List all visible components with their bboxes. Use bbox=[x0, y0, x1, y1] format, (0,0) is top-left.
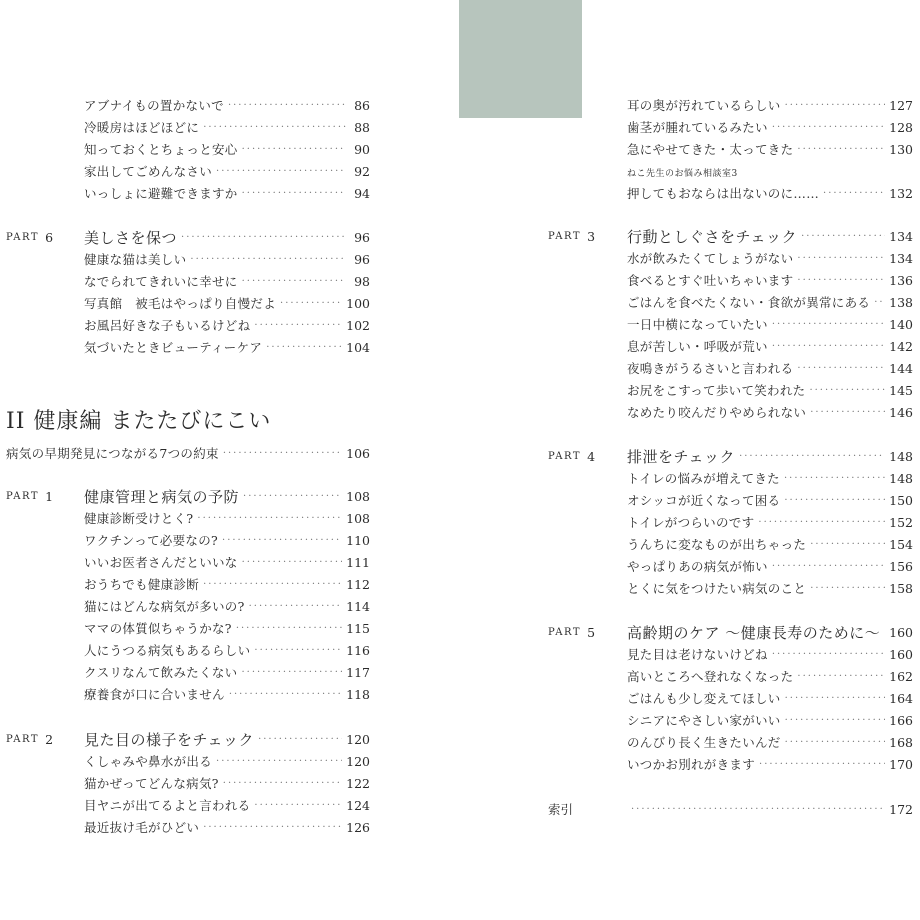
page-number: 96 bbox=[354, 251, 370, 267]
dot-leader bbox=[243, 491, 342, 502]
toc-entry[interactable] bbox=[84, 249, 370, 269]
toc-entry[interactable] bbox=[84, 751, 370, 771]
page-number: 122 bbox=[346, 775, 370, 791]
dot-leader bbox=[242, 276, 346, 287]
toc-entry[interactable] bbox=[627, 644, 913, 664]
part-label bbox=[548, 622, 595, 642]
entry-title: 気づいたときビューティーケア bbox=[84, 340, 263, 355]
dot-leader bbox=[823, 188, 885, 199]
toc-entry[interactable] bbox=[84, 508, 370, 528]
toc-entry[interactable] bbox=[627, 534, 913, 554]
page-number: 111 bbox=[346, 554, 370, 570]
dot-leader bbox=[242, 188, 346, 199]
page-number: 86 bbox=[354, 97, 370, 113]
dot-leader bbox=[810, 539, 885, 550]
index-entry[interactable] bbox=[627, 799, 913, 819]
section-title: II 健康編 またたびにこい bbox=[6, 409, 272, 434]
color-tab bbox=[459, 0, 582, 118]
entry-title: 最近抜け毛がひどい bbox=[84, 820, 200, 835]
dot-leader bbox=[242, 144, 346, 155]
dot-leader bbox=[216, 756, 342, 767]
entry-title: 排泄をチェック bbox=[627, 447, 736, 466]
page-number: 148 bbox=[889, 470, 913, 486]
dot-leader bbox=[222, 535, 342, 546]
part-word: PART bbox=[6, 733, 40, 745]
toc-entry[interactable] bbox=[627, 512, 913, 532]
toc-entry[interactable] bbox=[627, 270, 913, 290]
part-label bbox=[548, 226, 595, 246]
entry-title: 耳の奥が汚れているらしい bbox=[627, 98, 781, 113]
toc-entry[interactable] bbox=[84, 293, 370, 313]
dot-leader bbox=[785, 100, 886, 111]
dot-leader bbox=[797, 144, 885, 155]
entry-title: クスリなんて飲みたくない bbox=[84, 665, 238, 680]
dot-leader bbox=[190, 254, 346, 265]
index-label: 索引 bbox=[548, 802, 574, 817]
page-number: 134 bbox=[889, 250, 913, 266]
part-label bbox=[6, 227, 53, 247]
dot-leader bbox=[241, 667, 342, 678]
toc-entry[interactable] bbox=[84, 271, 370, 291]
dot-leader bbox=[254, 320, 342, 331]
entry-title: 健康診断受けとく? bbox=[84, 511, 194, 526]
entry-title: トイレがつらいのです bbox=[627, 515, 755, 530]
entry-title: おうちでも健康診断 bbox=[84, 577, 200, 592]
dot-leader bbox=[181, 232, 346, 243]
page-number: 108 bbox=[346, 510, 370, 526]
entry-title: 息が苦しい・呼吸が荒い bbox=[627, 339, 768, 354]
toc-entry[interactable] bbox=[627, 248, 913, 268]
toc-entry[interactable] bbox=[627, 556, 913, 576]
toc-entry[interactable] bbox=[84, 640, 370, 660]
part-number: 1 bbox=[45, 488, 54, 504]
toc-entry[interactable] bbox=[84, 337, 370, 357]
entry-title: くしゃみや鼻水が出る bbox=[84, 754, 213, 769]
dot-leader bbox=[785, 737, 886, 748]
dot-leader bbox=[249, 601, 343, 612]
dot-leader bbox=[772, 649, 885, 660]
page-number: 150 bbox=[889, 492, 913, 508]
toc-entry[interactable] bbox=[84, 315, 370, 335]
page-number: 130 bbox=[889, 141, 913, 157]
toc-entry[interactable] bbox=[84, 662, 370, 682]
consult-label: ねこ先生のお悩み相談室3 bbox=[627, 169, 738, 179]
page-number: 116 bbox=[346, 642, 370, 658]
part-number: 6 bbox=[45, 229, 54, 245]
part-word: PART bbox=[548, 626, 582, 638]
entry-title: 冷暖房はほどほどに bbox=[84, 120, 200, 135]
entry-title: 見た目は老けないけどね bbox=[627, 647, 768, 662]
page-number: 98 bbox=[354, 273, 370, 289]
entry-title: トイレの悩みが増えてきた bbox=[627, 471, 780, 486]
page-number: 145 bbox=[889, 382, 913, 398]
toc-entry[interactable] bbox=[627, 358, 913, 378]
page-number: 124 bbox=[346, 797, 370, 813]
toc-entry[interactable] bbox=[84, 574, 370, 594]
entry-title: いつかお別れがきます bbox=[627, 757, 756, 772]
entry-title: シニアにやさしい家がいい bbox=[627, 713, 781, 728]
page-number: 128 bbox=[889, 119, 913, 135]
dot-leader bbox=[809, 385, 885, 396]
dot-leader bbox=[229, 689, 342, 700]
page-number: 126 bbox=[346, 819, 370, 835]
page-number: 172 bbox=[889, 801, 913, 817]
entry-title: 健康な猫は美しい bbox=[84, 252, 187, 267]
dot-leader bbox=[884, 627, 885, 638]
toc-entry[interactable] bbox=[627, 139, 913, 159]
dot-leader bbox=[631, 804, 885, 815]
toc-entry[interactable] bbox=[84, 817, 370, 837]
entry-title: なめたり咬んだりやめられない bbox=[627, 405, 807, 420]
dot-leader bbox=[772, 319, 885, 330]
page-number: 160 bbox=[889, 646, 913, 662]
entry-title: 歯茎が腫れているみたい bbox=[627, 120, 768, 135]
dot-leader bbox=[242, 557, 343, 568]
toc-entry[interactable] bbox=[627, 292, 913, 312]
entry-title: 家出してごめんなさい bbox=[84, 164, 213, 179]
toc-entry[interactable] bbox=[627, 754, 913, 774]
entry-title: 美しさを保つ bbox=[84, 228, 178, 247]
page-number: 108 bbox=[346, 488, 370, 504]
part-word: PART bbox=[6, 231, 40, 243]
entry-title: お風呂好きな子もいるけどね bbox=[84, 318, 251, 333]
page-number: 114 bbox=[346, 598, 370, 614]
dot-leader bbox=[772, 341, 885, 352]
entry-title: 水が飲みたくてしょうがない bbox=[627, 251, 794, 266]
entry-title: ごはんを食べたくない・食欲が異常にある bbox=[627, 295, 871, 310]
toc-entry[interactable] bbox=[627, 468, 913, 488]
part-word: PART bbox=[548, 450, 582, 462]
page-number: 156 bbox=[889, 558, 913, 574]
page-number: 158 bbox=[889, 580, 913, 596]
dot-leader bbox=[254, 800, 342, 811]
dot-leader bbox=[223, 778, 342, 789]
entry-title: 高齢期のケア ～健康長寿のために～ bbox=[627, 623, 881, 642]
section-heading[interactable] bbox=[84, 729, 370, 749]
toc-entry[interactable] bbox=[84, 95, 370, 115]
entry-title: とくに気をつけたい病気のこと bbox=[627, 581, 807, 596]
part-word: PART bbox=[548, 230, 582, 242]
entry-title: オシッコが近くなって困る bbox=[627, 493, 781, 508]
page-number: 144 bbox=[889, 360, 913, 376]
page-number: 117 bbox=[346, 664, 370, 680]
toc-entry[interactable] bbox=[84, 117, 370, 137]
dot-leader bbox=[203, 122, 346, 133]
page-number: 136 bbox=[889, 272, 913, 288]
toc-entry[interactable] bbox=[84, 773, 370, 793]
page-number: 106 bbox=[346, 445, 370, 461]
entry-title: やっぱりあの病気が怖い bbox=[627, 559, 768, 574]
page-number: 120 bbox=[346, 731, 370, 747]
part-label bbox=[6, 486, 53, 506]
section-heading[interactable] bbox=[627, 446, 913, 466]
entry-title: 写真館 被毛はやっぱり自慢だよ bbox=[84, 296, 277, 311]
toc-entry[interactable] bbox=[627, 578, 913, 598]
page-number: 148 bbox=[889, 448, 913, 464]
toc-entry[interactable] bbox=[627, 402, 913, 422]
page-number: 132 bbox=[889, 185, 913, 201]
dot-leader bbox=[236, 623, 342, 634]
toc-entry[interactable] bbox=[84, 139, 370, 159]
toc-entry[interactable] bbox=[84, 618, 370, 638]
entry-title: 人にうつる病気もあるらしい bbox=[84, 643, 251, 658]
toc-entry[interactable] bbox=[84, 183, 370, 203]
dot-leader bbox=[772, 122, 885, 133]
page-number: 102 bbox=[346, 317, 370, 333]
dot-leader bbox=[785, 715, 886, 726]
dot-leader bbox=[216, 166, 346, 177]
dot-leader bbox=[266, 342, 342, 353]
toc-entry[interactable] bbox=[6, 443, 370, 463]
entry-title: 目ヤニが出てるよと言われる bbox=[84, 798, 251, 813]
entry-title: 押してもおならは出ないのに…… bbox=[627, 186, 820, 201]
entry-title: 見た目の様子をチェック bbox=[84, 730, 255, 749]
page-number: 92 bbox=[354, 163, 370, 179]
page-number: 142 bbox=[889, 338, 913, 354]
page-number: 166 bbox=[889, 712, 913, 728]
dot-leader bbox=[810, 583, 885, 594]
part-number: 3 bbox=[587, 228, 596, 244]
toc-entry[interactable] bbox=[627, 183, 913, 203]
dot-leader bbox=[797, 275, 885, 286]
page-number: 118 bbox=[346, 686, 370, 702]
dot-leader bbox=[739, 451, 885, 462]
dot-leader bbox=[797, 253, 885, 264]
dot-leader bbox=[758, 517, 885, 528]
toc-entry[interactable] bbox=[627, 380, 913, 400]
entry-title: 夜鳴きがうるさいと言われる bbox=[627, 361, 794, 376]
entry-title: アブナイもの置かないで bbox=[84, 98, 224, 113]
entry-title: 急にやせてきた・太ってきた bbox=[627, 142, 794, 157]
toc-entry[interactable] bbox=[627, 490, 913, 510]
section-heading[interactable] bbox=[627, 226, 913, 246]
page-number: 138 bbox=[889, 294, 913, 310]
page-number: 88 bbox=[354, 119, 370, 135]
page-number: 134 bbox=[889, 228, 913, 244]
page-number: 90 bbox=[354, 141, 370, 157]
dot-leader bbox=[772, 561, 885, 572]
toc-entry[interactable] bbox=[84, 684, 370, 704]
toc-entry[interactable] bbox=[627, 710, 913, 730]
section-heading[interactable] bbox=[627, 622, 913, 642]
dot-leader bbox=[203, 579, 342, 590]
entry-title: 知っておくとちょっと安心 bbox=[84, 142, 238, 157]
toc-entry[interactable] bbox=[84, 596, 370, 616]
part-word: PART bbox=[6, 490, 40, 502]
entry-title: 猫にはどんな病気が多いの? bbox=[84, 599, 245, 614]
page-number: 164 bbox=[889, 690, 913, 706]
dot-leader bbox=[223, 448, 342, 459]
entry-title: 一日中横になっていたい bbox=[627, 317, 768, 332]
entry-title: ワクチンって必要なの? bbox=[84, 533, 219, 548]
dot-leader bbox=[254, 645, 342, 656]
page-number: 115 bbox=[346, 620, 370, 636]
page-number: 162 bbox=[889, 668, 913, 684]
toc-entry[interactable] bbox=[84, 161, 370, 181]
toc-entry[interactable] bbox=[627, 336, 913, 356]
page-number: 112 bbox=[346, 576, 370, 592]
page-number: 168 bbox=[889, 734, 913, 750]
entry-title: 病気の早期発見につながる7つの約束 bbox=[6, 446, 219, 461]
page-number: 154 bbox=[889, 536, 913, 552]
page-number: 170 bbox=[889, 756, 913, 772]
dot-leader bbox=[785, 693, 886, 704]
entry-title: 健康管理と病気の予防 bbox=[84, 487, 240, 506]
entry-title: 猫かぜってどんな病気? bbox=[84, 776, 219, 791]
entry-title: 高いところへ登れなくなった bbox=[627, 669, 794, 684]
entry-title: のんびり長く生きたいんだ bbox=[627, 735, 781, 750]
part-number: 5 bbox=[587, 624, 596, 640]
page-number: 100 bbox=[346, 295, 370, 311]
entry-title: お尻をこすって歩いて笑われた bbox=[627, 383, 806, 398]
entry-title: いっしょに避難できますか bbox=[84, 186, 238, 201]
entry-title: 食べるとすぐ吐いちゃいます bbox=[627, 273, 794, 288]
page-number: 160 bbox=[889, 624, 913, 640]
page-number: 120 bbox=[346, 753, 370, 769]
dot-leader bbox=[797, 671, 885, 682]
toc-entry[interactable] bbox=[84, 530, 370, 550]
page-number: 146 bbox=[889, 404, 913, 420]
toc-entry[interactable] bbox=[627, 732, 913, 752]
section-heading[interactable] bbox=[84, 227, 370, 247]
toc-entry[interactable] bbox=[84, 795, 370, 815]
page-number: 94 bbox=[354, 185, 370, 201]
entry-title: 療養食が口に合いません bbox=[84, 687, 225, 702]
toc-entry[interactable] bbox=[627, 666, 913, 686]
dot-leader bbox=[258, 734, 342, 745]
toc-entry[interactable] bbox=[627, 314, 913, 334]
dot-leader bbox=[797, 363, 885, 374]
dot-leader bbox=[801, 231, 885, 242]
dot-leader bbox=[810, 407, 885, 418]
dot-leader bbox=[759, 759, 885, 770]
entry-title: ごはんも少し変えてほしい bbox=[627, 691, 781, 706]
section-heading[interactable] bbox=[84, 486, 370, 506]
dot-leader bbox=[228, 100, 346, 111]
page-number: 104 bbox=[346, 339, 370, 355]
dot-leader bbox=[784, 495, 885, 506]
entry-title: うんちに変なものが出ちゃった bbox=[627, 537, 807, 552]
entry-title: ママの体質似ちゃうかな? bbox=[84, 621, 232, 636]
part-label bbox=[548, 446, 595, 466]
dot-leader bbox=[784, 473, 885, 484]
page-number: 127 bbox=[889, 97, 913, 113]
part-number: 2 bbox=[45, 731, 54, 747]
dot-leader bbox=[197, 513, 342, 524]
part-label bbox=[6, 729, 53, 749]
page-number: 152 bbox=[889, 514, 913, 530]
entry-title: なでられてきれいに幸せに bbox=[84, 274, 238, 289]
dot-leader bbox=[280, 298, 342, 309]
toc-entry[interactable] bbox=[627, 688, 913, 708]
toc-entry[interactable] bbox=[627, 95, 913, 115]
entry-title: 行動としぐさをチェック bbox=[627, 227, 798, 246]
toc-entry[interactable] bbox=[627, 117, 913, 137]
part-number: 4 bbox=[587, 448, 596, 464]
entry-title: いいお医者さんだといいな bbox=[84, 555, 238, 570]
page-number: 96 bbox=[354, 229, 370, 245]
toc-entry[interactable] bbox=[84, 552, 370, 572]
page-number: 110 bbox=[346, 532, 370, 548]
page-number: 140 bbox=[889, 316, 913, 332]
dot-leader bbox=[203, 822, 342, 833]
dot-leader bbox=[874, 297, 885, 308]
